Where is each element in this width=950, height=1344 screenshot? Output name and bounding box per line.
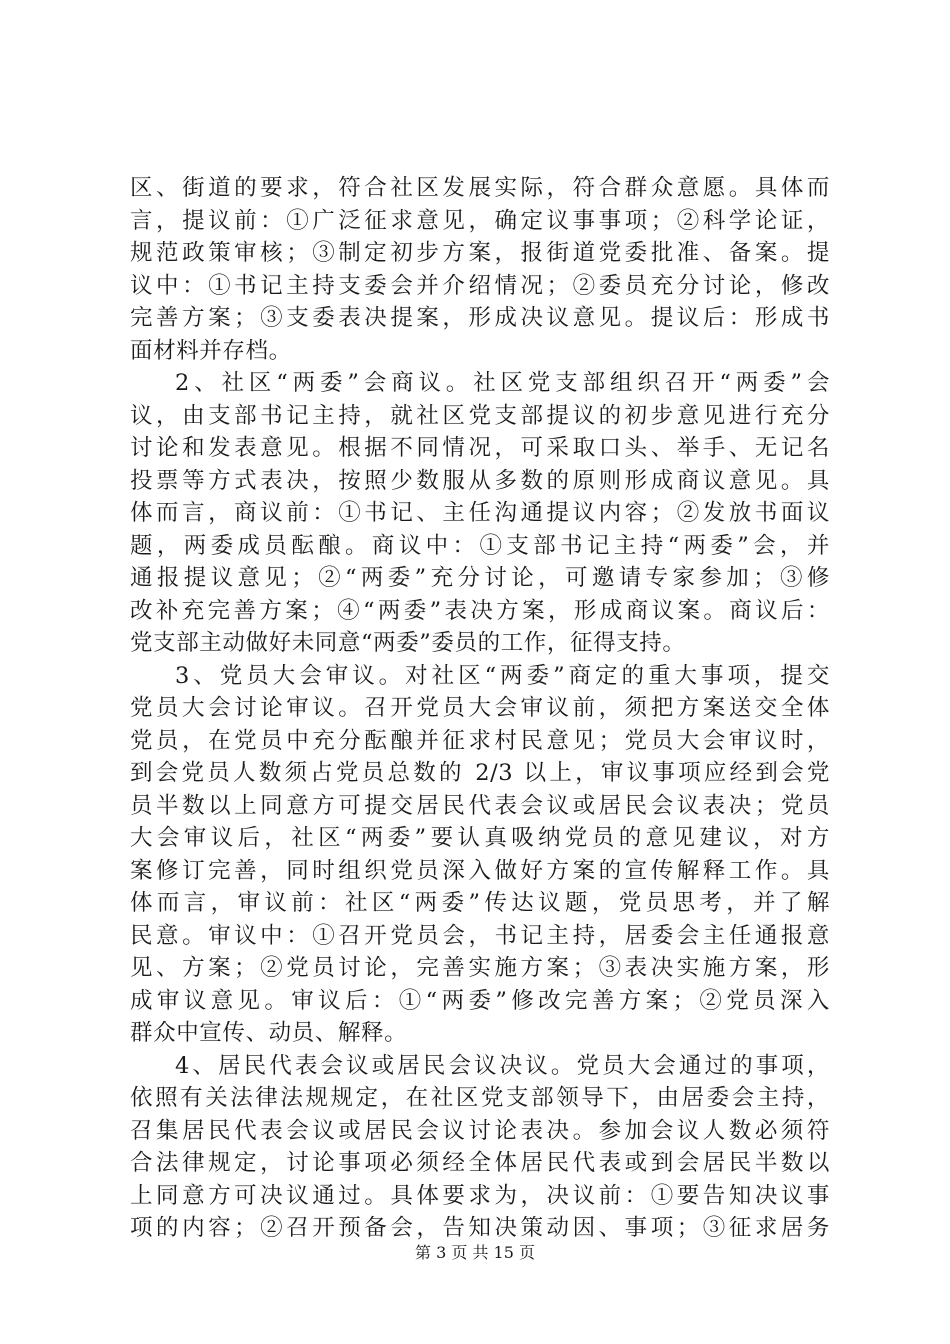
body-text <box>130 172 830 1245</box>
text-line: 改补充完善方案；④“两委”表决方案，形成商议案。商议后： <box>130 597 830 624</box>
text-line: 党员大会讨论审议。召开党员大会审议前，须把方案送交全体 <box>130 695 830 721</box>
text-line: 讨论和发表意见。根据不同情况，可采取口头、举手、无记名 <box>130 435 830 461</box>
text-line: 4、居民代表会议或居民会议决议。党员大会通过的事项， <box>175 1052 830 1079</box>
text-line: 到会党员人数须占党员总数的 2/3 以上，审议事项应经到会党 <box>130 760 830 786</box>
text-line: 民意。审议中：①召开党员会，书记主持，居委会主任通报意 <box>130 922 830 949</box>
text-line: 3、党员大会审议。对社区“两委”商定的重大事项，提交 <box>175 662 830 689</box>
text-line: 案修订完善，同时组织党员深入做好方案的宣传解释工作。具 <box>130 857 830 884</box>
text-line: 成审议意见。审议后：①“两委”修改完善方案；②党员深入 <box>130 987 830 1014</box>
text-line: 题，两委成员酝酿。商议中：①支部书记主持“两委”会，并 <box>130 532 830 559</box>
page-footer: 第 3 页 共 15 页 <box>415 1243 535 1262</box>
text-line: 议，由支部书记主持，就社区党支部提议的初步意见进行充分 <box>130 402 830 429</box>
text-line: 投票等方式表决，按照少数服从多数的原则形成商议意见。具 <box>130 467 830 494</box>
text-line: 员半数以上同意方可提交居民代表会议或居民会议表决；党员 <box>130 792 830 819</box>
text-line: 依照有关法律法规规定，在社区党支部领导下，由居委会主持， <box>130 1085 830 1111</box>
text-line: 项的内容；②召开预备会，告知决策动因、事项；③征求居务 <box>130 1215 830 1241</box>
text-line: 群众中宣传、动员、解释。 <box>130 1020 408 1046</box>
text-line: 党支部主动做好未同意“两委”委员的工作，征得支持。 <box>130 630 686 656</box>
text-line: 区、街道的要求，符合社区发展实际，符合群众意愿。具体而 <box>130 175 830 201</box>
text-line: 党员，在党员中充分酝酿并征求村民意见；党员大会审议时， <box>130 727 830 754</box>
text-line: 体而言，审议前：社区“两委”传达议题，党员思考，并了解 <box>130 890 830 916</box>
text-line: 面材料并存档。 <box>130 337 292 364</box>
text-line: 上同意方可决议通过。具体要求为，决议前：①要告知决议事 <box>130 1182 830 1209</box>
text-line: 言，提议前：①广泛征求意见，确定议事事项；②科学论证， <box>130 207 830 234</box>
text-line: 体而言，商议前：①书记、主任沟通提议内容；②发放书面议 <box>130 500 830 526</box>
text-line: 合法律规定，讨论事项必须经全体居民代表或到会居民半数以 <box>130 1150 830 1176</box>
text-line: 规范政策审核；③制定初步方案，报街道党委批准、备案。提 <box>130 240 830 266</box>
text-line: 2、社区“两委”会商议。社区党支部组织召开“两委”会 <box>175 370 830 396</box>
text-line: 完善方案；③支委表决提案，形成决议意见。提议后：形成书 <box>130 305 830 331</box>
text-line: 议中：①书记主持支委会并介绍情况；②委员充分讨论，修改 <box>130 272 830 299</box>
text-line: 召集居民代表会议或居民会议讨论表决。参加会议人数必须符 <box>130 1117 830 1144</box>
text-line: 见、方案；②党员讨论，完善实施方案；③表决实施方案，形 <box>130 955 830 981</box>
text-line: 通报提议意见；②“两委”充分讨论，可邀请专家参加；③修 <box>130 565 830 591</box>
text-line: 大会审议后，社区“两委”要认真吸纳党员的意见建议，对方 <box>130 825 830 851</box>
